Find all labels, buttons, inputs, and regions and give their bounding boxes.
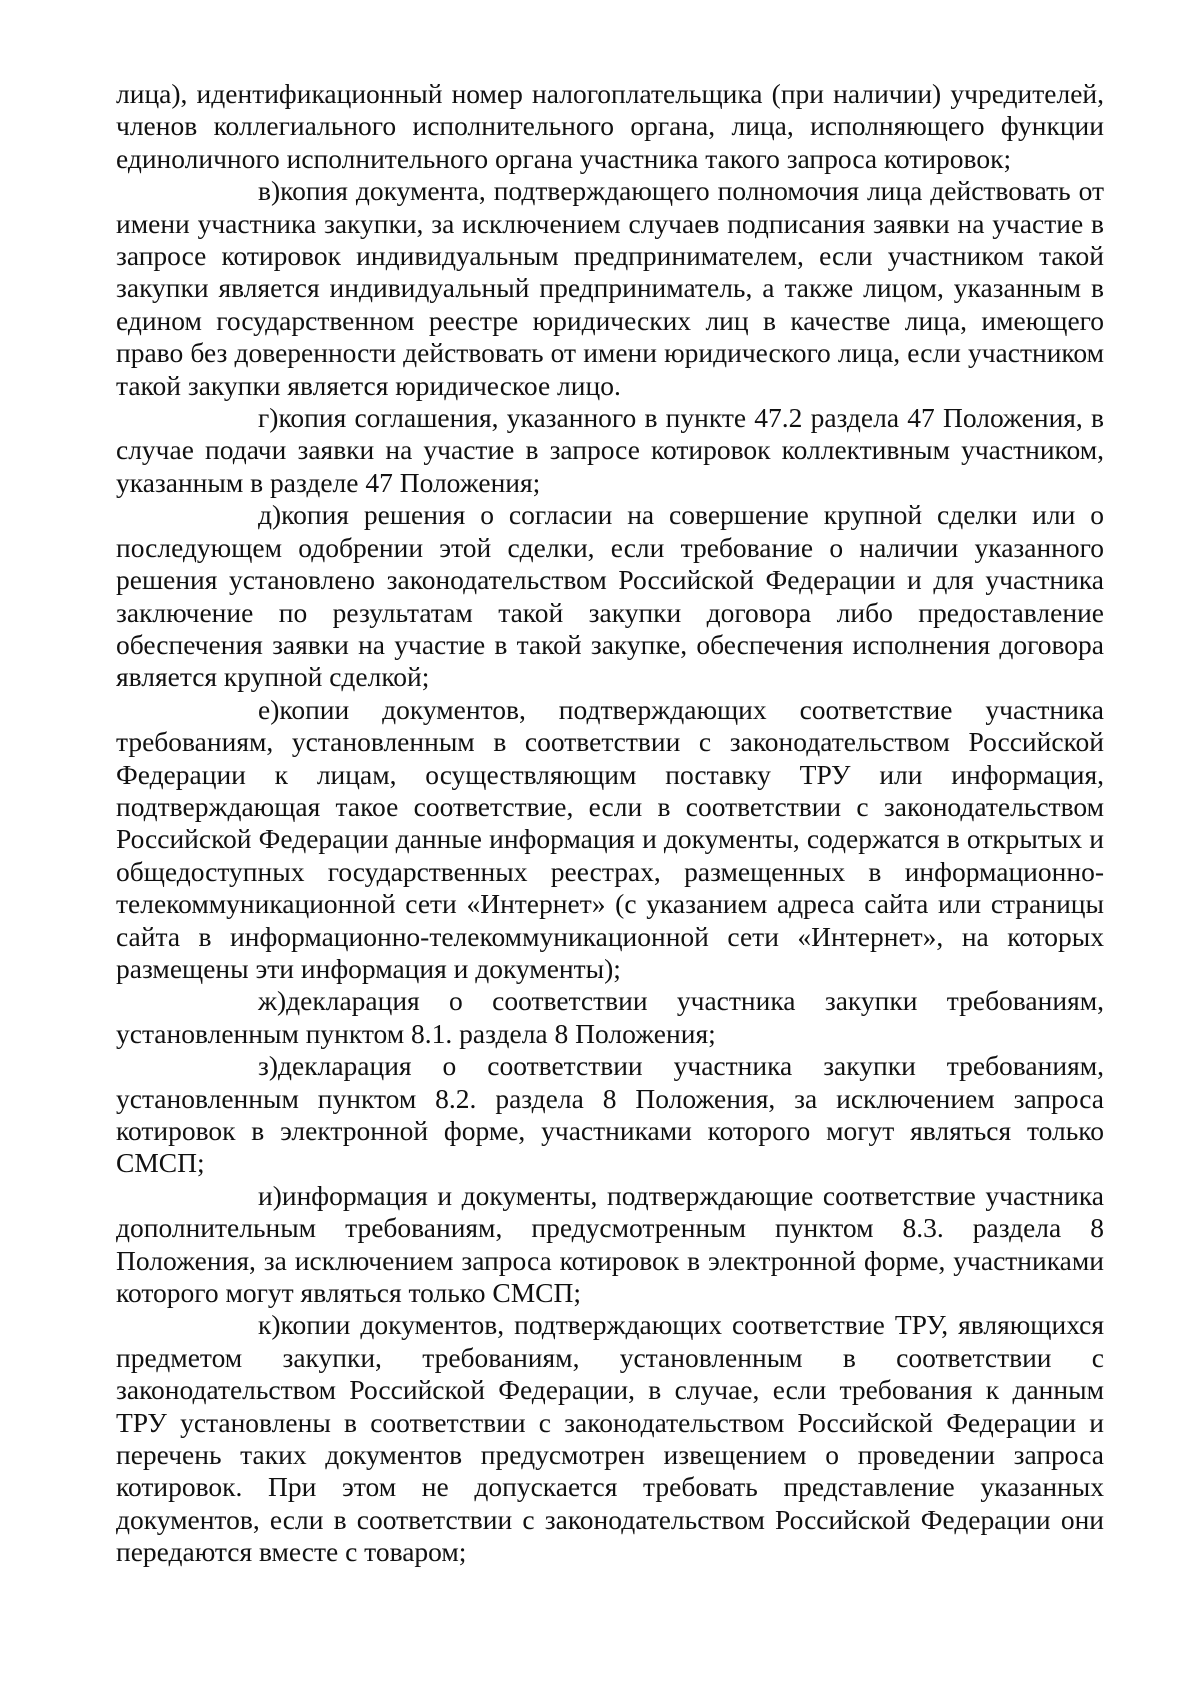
item-marker: з) bbox=[258, 1050, 279, 1082]
item-marker: е) bbox=[258, 693, 280, 725]
item-text: копия документа, подтверждающего полномочия лица действовать от имени участника закупки, за исключением случаев подписания заявки на участие в запросе котировок индивидуальным предпринимателем, если участником такой закупки является индивидуальный предприниматель, а также лицом, указанным в едином государственном реестре юридических лиц в качестве лица, имеющего право без доверенности действовать от имени юридического лица, если участником такой закупки является юридическое лицо. bbox=[116, 175, 1104, 401]
item-text: копии документов, подтверждающих соответствие участника требованиям, установленным в соответствии с законодательством Российской Федерации к лицам, осуществляющим поставку ТРУ или информация, подтверждающая такое соответствие, если в соответствии с законодательством Российской Федерации данные информация и документы, содержатся в открытых и общедоступных государственных реестрах, размещенных в информационно-телекоммуникационной сети «Интернет» (с указанием адреса сайта или страницы сайта в информационно-телекоммуникационной сети «Интернет», на которых размещены эти информация и документы); bbox=[116, 693, 1104, 984]
item-text: копия соглашения, указанного в пункте 47.2 раздела 47 Положения, в случае подачи заявки на участие в запросе котировок коллективным участником, указанным в разделе 47 Положения; bbox=[116, 402, 1104, 498]
item-marker: и) bbox=[258, 1179, 282, 1211]
item-text: информация и документы, подтверждающие соответствие участника дополнительным требованиям, предусмотренным пунктом 8.3. раздела 8 Положения, за исключением запроса котировок в электронной форме, участниками которого могут являться только СМСП; bbox=[116, 1179, 1104, 1309]
list-item-z bbox=[116, 1050, 1104, 1180]
item-marker: д) bbox=[258, 499, 282, 531]
list-item-v bbox=[116, 175, 1104, 402]
item-marker: ж) bbox=[258, 985, 287, 1017]
item-marker: к) bbox=[258, 1309, 281, 1341]
item-text: копии документов, подтверждающих соответствие ТРУ, являющихся предметом закупки, требованиям, установленным в соответствии с законодательством Российской Федерации, в случае, если требования к данным ТРУ установлены в соответствии с законодательством Российской Федерации и перечень таких документов предусмотрен извещением о проведении запроса котировок. При этом не допускается требовать представление указанных документов, если в соответствии с законодательством Российской Федерации они передаются вместе с товаром; bbox=[116, 1309, 1104, 1568]
item-text: декларация о соответствии участника закупки требованиям, установленным пунктом 8.1. раздела 8 Положения; bbox=[116, 985, 1104, 1049]
document-body bbox=[116, 78, 1104, 1569]
item-text: декларация о соответствии участника закупки требованиям, установленным пунктом 8.2. раздела 8 Положения, за исключением запроса котировок в электронной форме, участниками которого могут являться только СМСП; bbox=[116, 1050, 1104, 1179]
list-item-e bbox=[116, 694, 1104, 986]
item-marker: г) bbox=[258, 402, 279, 434]
intro-paragraph: лица), идентификационный номер налогоплательщика (при наличии) учредителей, членов коллегиального исполнительного органа, лица, исполняющего функции единоличного исполнительного органа участника такого запроса котировок; bbox=[116, 78, 1104, 174]
item-text: копия решения о согласии на совершение крупной сделки или о последующем одобрении этой сделки, если требование о наличии указанного решения установлено законодательством Российской Федерации и для участника заключение по результатам такой закупки договора либо предоставление обеспечения заявки на участие в такой закупке, обеспечения исполнения договора является крупной сделкой; bbox=[116, 499, 1104, 693]
list-item-i bbox=[116, 1180, 1104, 1310]
list-item-zh bbox=[116, 985, 1104, 1050]
list-item-d bbox=[116, 499, 1104, 693]
list-item-k bbox=[116, 1309, 1104, 1568]
list-item-g bbox=[116, 402, 1104, 499]
item-marker: в) bbox=[258, 175, 281, 207]
